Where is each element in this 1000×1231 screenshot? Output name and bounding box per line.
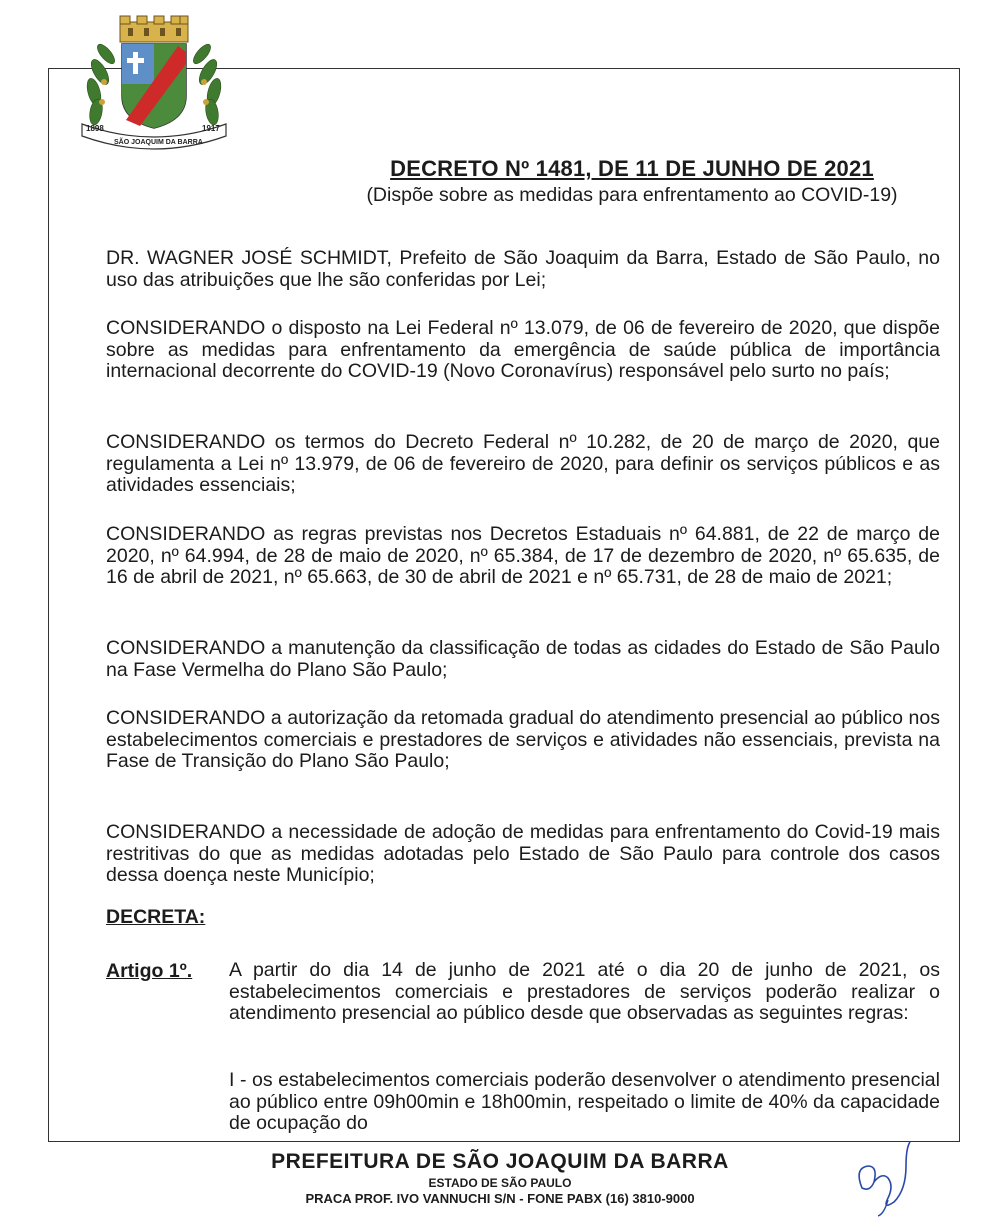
decree-header <box>280 156 960 207</box>
crest-city-ribbon: SÃO JOAQUIM DA BARRA <box>114 139 203 146</box>
paragraph-text: CONSIDERANDO as regras previstas nos Decretos Estaduais nº 64.881, de 22 de março de 2020, nº 64.994, de 28 de maio de 2020, nº 65.384, de 17 de dezembro de 2020, nº 65.635, de 16 de abril de 2021, nº 65.663, de 30 de abril de 2021 e nº 65.731, de 28 de maio de 2021; <box>106 523 940 588</box>
paragraph-text: CONSIDERANDO a autorização da retomada gradual do atendimento presencial ao público nos estabelecimentos comerciais e prestadores de serviços e atividades não essenciais, prevista na Fase de Transição do Plano São Paulo; <box>106 707 940 772</box>
municipal-crest-icon <box>74 12 234 154</box>
paragraph <box>106 822 940 887</box>
signature-icon <box>848 1138 928 1218</box>
crest-year-right: 1917 <box>202 124 220 133</box>
article-1-text: A partir do dia 14 de junho de 2021 até o dia 20 de junho de 2021, os estabelecimentos comerciais e prestadores de serviços poderão realizar o atendimento presencial ao público desde que observadas as seguintes regras: <box>229 959 940 1024</box>
paragraph-text: CONSIDERANDO a manutenção da classificação de todas as cidades do Estado de São Paulo na Fase Vermelha do Plano São Paulo; <box>106 637 940 681</box>
paragraph-text: CONSIDERANDO os termos do Decreto Federal nº 10.282, de 20 de março de 2020, que regulamenta a Lei nº 13.979, de 06 de fevereiro de 2020, para definir os serviços públicos e as atividades essenciais; <box>106 431 940 496</box>
paragraph-text: CONSIDERANDO o disposto na Lei Federal nº 13.079, de 06 de fevereiro de 2020, que dispõe sobre as medidas para enfrentamento da emergência de saúde pública de importância internacional decorrente do COVID-19 (Novo Coronavírus) responsável pelo surto no país; <box>106 317 940 382</box>
decree-subtitle: (Dispõe sobre as medidas para enfrentamento ao COVID-19) <box>366 184 898 206</box>
crest-year-left: 1898 <box>86 124 104 133</box>
article-1-label: Artigo 1º. <box>106 960 193 982</box>
paragraph <box>106 524 940 589</box>
decree-title: DECRETO Nº 1481, DE 11 DE JUNHO DE 2021 <box>390 156 874 181</box>
paragraph-text: DR. WAGNER JOSÉ SCHMIDT, Prefeito de São Joaquim da Barra, Estado de São Paulo, no uso das atribuições que lhe são conferidas por Lei; <box>106 247 940 291</box>
paragraph <box>106 638 940 681</box>
article-1-inciso-1: I - os estabelecimentos comerciais poderão desenvolver o atendimento presencial ao público entre 09h00min e 18h00min, respeitado o limite de 40% da capacidade de ocupação do <box>229 1069 940 1134</box>
paragraph <box>106 708 940 773</box>
paragraph-text: CONSIDERANDO a necessidade de adoção de medidas para enfrentamento do Covid-19 mais restritivas do que as medidas adotadas pelo Estado de São Paulo para controle dos casos dessa doença neste Município; <box>106 821 940 886</box>
paragraph <box>106 248 940 291</box>
footer-state: ESTADO DE SÃO PAULO <box>428 1176 572 1190</box>
footer-institution: PREFEITURA DE SÃO JOAQUIM DA BARRA <box>271 1150 729 1173</box>
footer-address: PRACA PROF. IVO VANNUCHI S/N - FONE PABX (16) 3810-9000 <box>305 1191 695 1206</box>
paragraph <box>106 318 940 383</box>
paragraph <box>106 432 940 497</box>
decreta-heading: DECRETA: <box>106 906 206 928</box>
